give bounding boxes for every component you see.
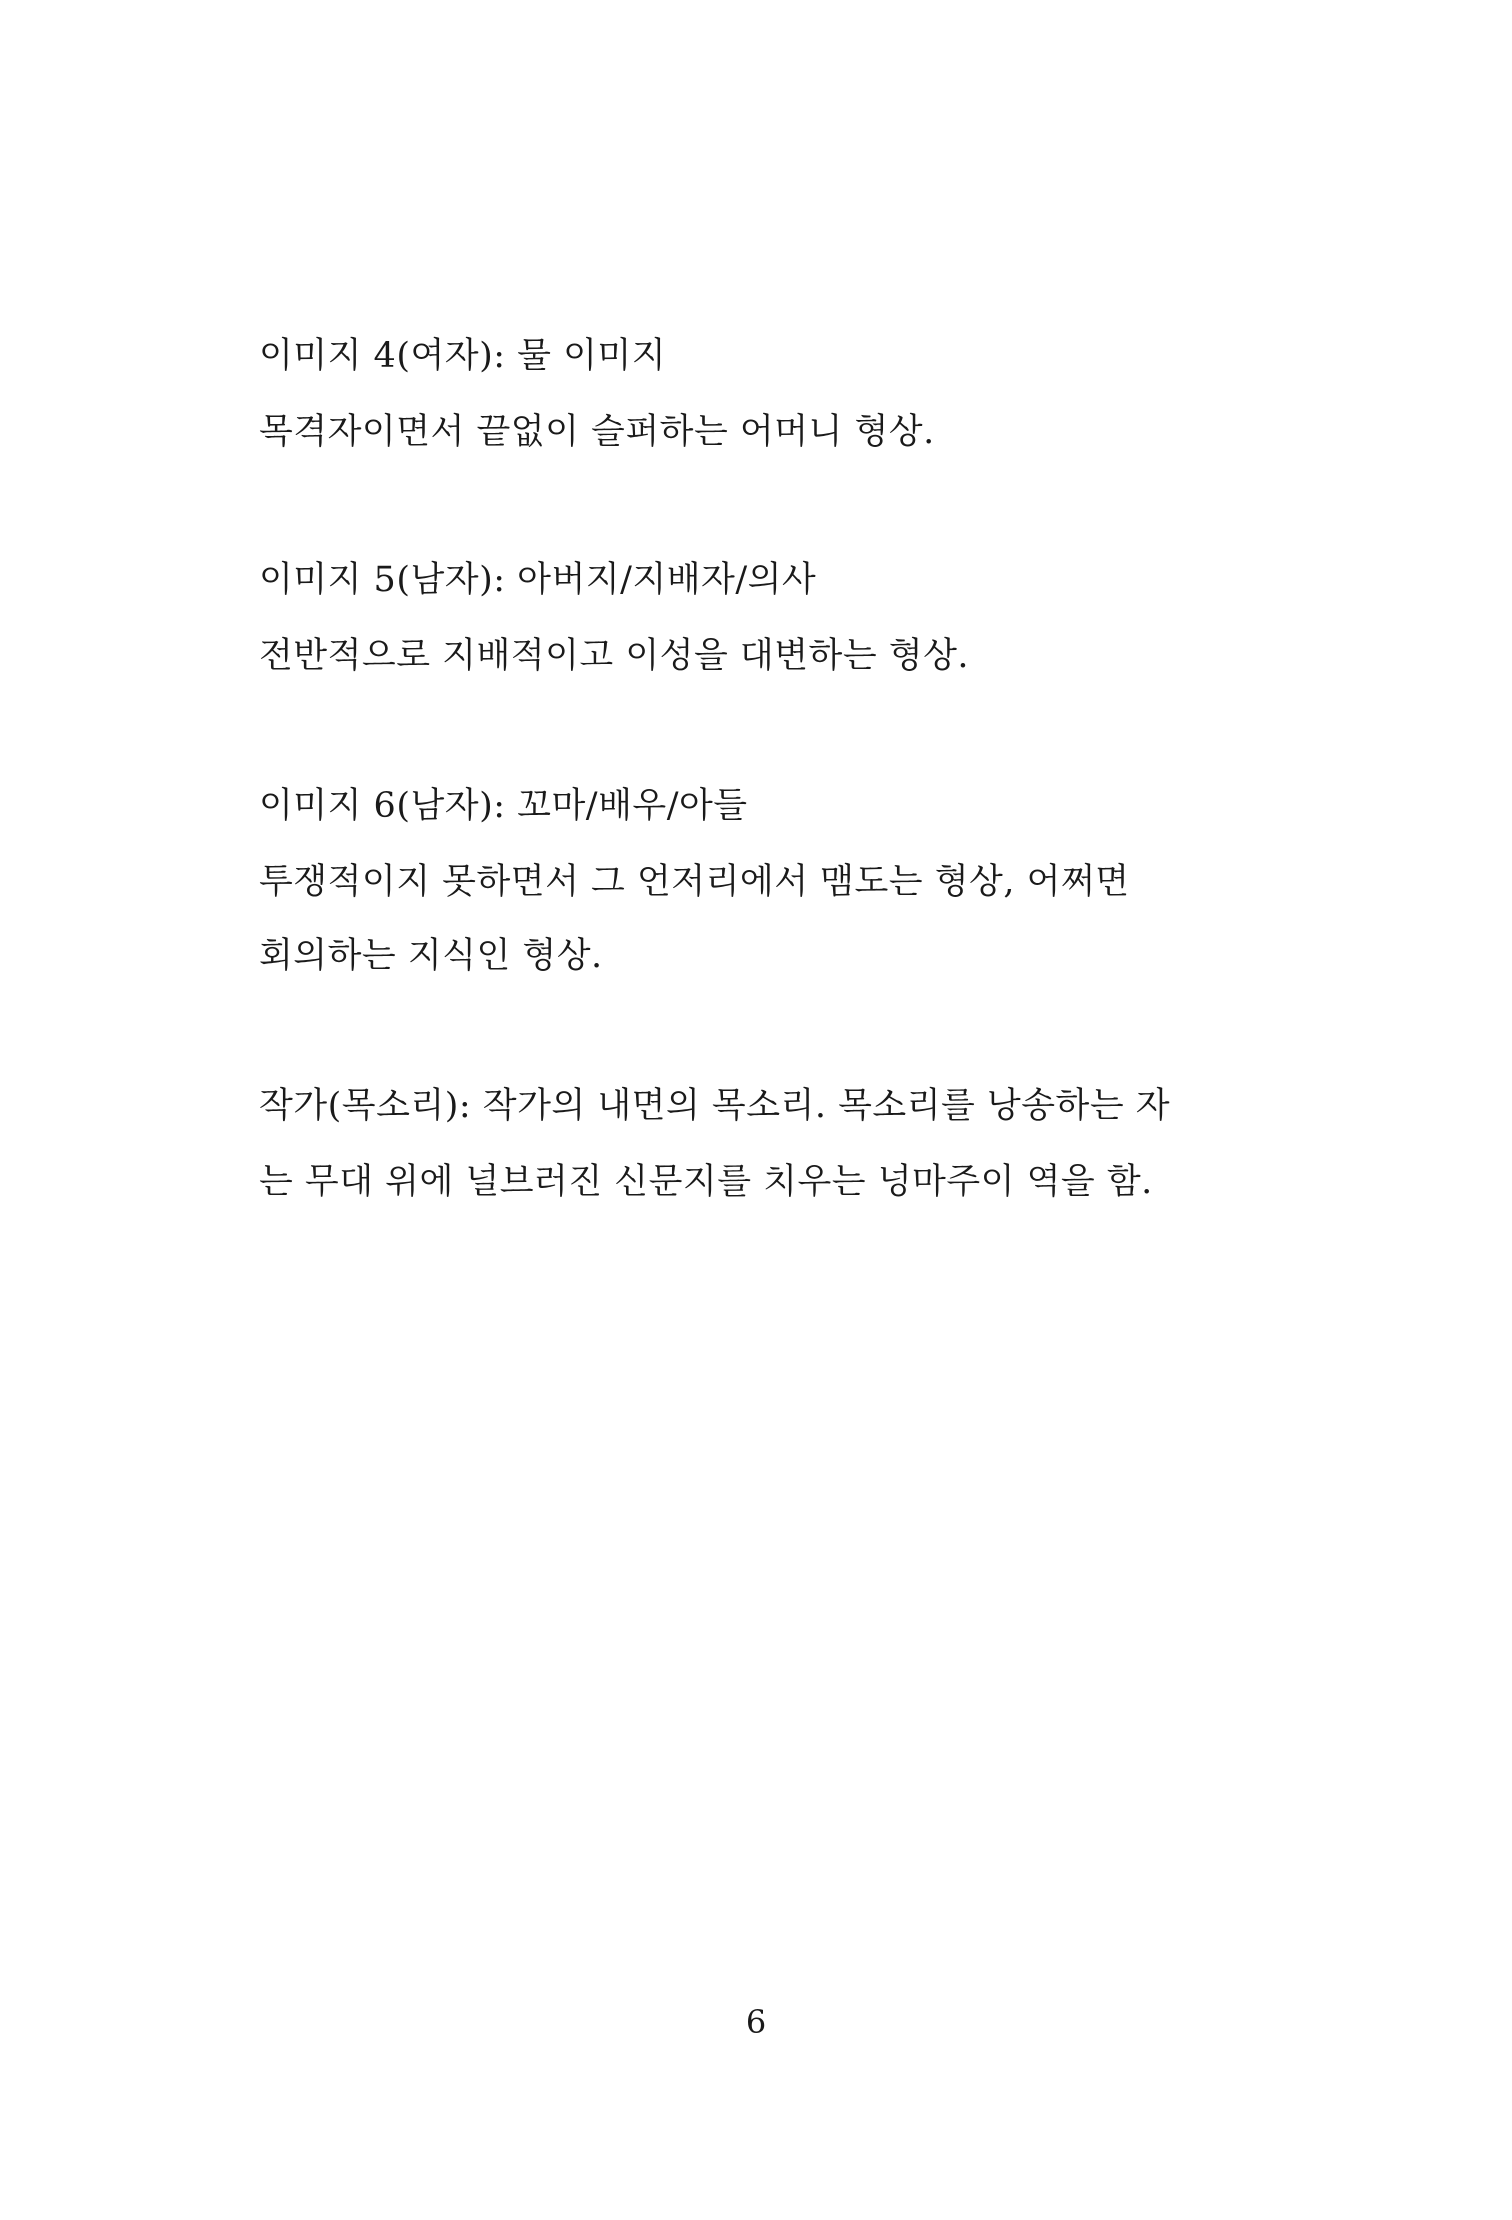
image4-heading: 이미지 4(여자): 물 이미지 — [259, 336, 667, 376]
image6-heading: 이미지 6(남자): 꼬마/배우/아들 — [259, 786, 748, 826]
image6-description-line-1: 투쟁적이지 못하면서 그 언저리에서 맴도는 형상, 어쩌면 — [259, 862, 1130, 902]
page-number: 6 — [745, 2003, 767, 2041]
image4-description: 목격자이면서 끝없이 슬퍼하는 어머니 형상. — [259, 412, 935, 452]
image6-description-line-2: 회의하는 지식인 형상. — [259, 936, 603, 976]
image5-description: 전반적으로 지배적이고 이성을 대변하는 형상. — [259, 636, 970, 676]
author-voice-line-2: 는 무대 위에 널브러진 신문지를 치우는 넝마주이 역을 함. — [259, 1162, 1153, 1202]
image5-heading: 이미지 5(남자): 아버지/지배자/의사 — [259, 560, 817, 600]
author-voice-line-1: 작가(목소리): 작가의 내면의 목소리. 목소리를 낭송하는 자 — [259, 1086, 1171, 1126]
